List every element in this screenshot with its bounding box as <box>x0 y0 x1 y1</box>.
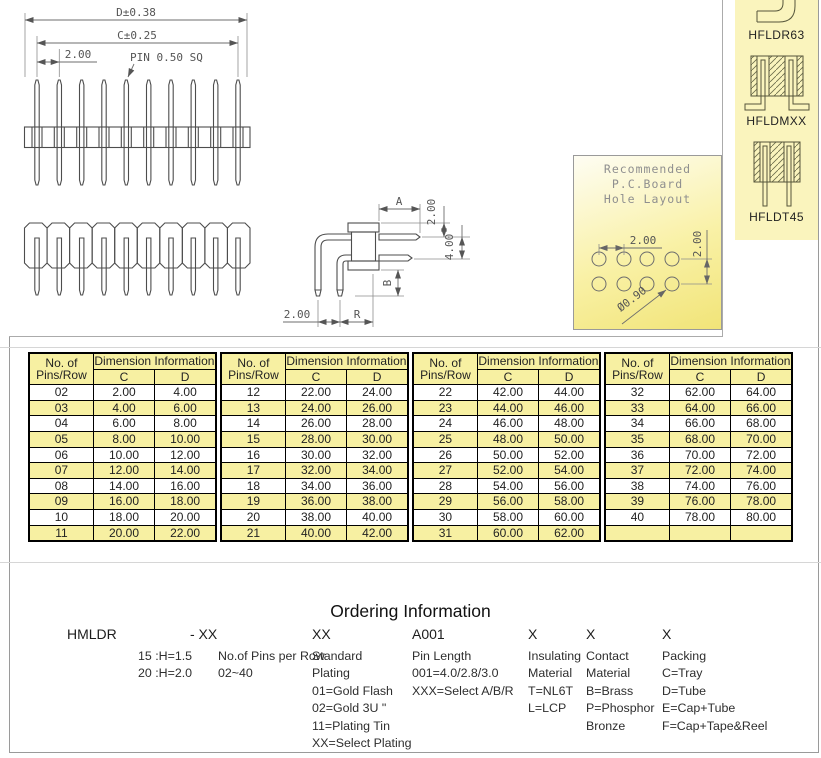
table-cell: 54.00 <box>477 478 538 494</box>
table-cell: 14 <box>221 416 285 432</box>
table-cell: 44.00 <box>539 385 600 401</box>
ordering-line: 15 :H=1.5 <box>138 649 193 663</box>
table-row <box>221 385 408 401</box>
table-cell: 46.00 <box>539 400 600 416</box>
table-row <box>413 447 600 463</box>
table-cell: 32.00 <box>347 447 408 463</box>
table-row <box>221 431 408 447</box>
ordering-lines <box>138 648 192 683</box>
dim-tail-label: 2.00 <box>283 308 311 321</box>
table-row <box>413 525 600 541</box>
table-row <box>605 400 792 416</box>
table-row <box>605 416 792 432</box>
table-row <box>29 494 216 510</box>
table-cell: 68.00 <box>731 416 792 432</box>
table-cell: 74.00 <box>669 478 730 494</box>
table-cell: 17 <box>221 463 285 479</box>
col-header-c: C <box>285 369 346 385</box>
col-header-dimension-info: Dimension Information <box>670 354 791 368</box>
ordering-line: 02=Gold 3U " <box>312 701 387 716</box>
table-cell: 22.00 <box>155 525 216 541</box>
table-row <box>29 525 216 541</box>
table-cell: 62.00 <box>539 525 600 541</box>
table-row <box>29 478 216 494</box>
ordering-line: XX=Select Plating <box>312 736 412 751</box>
col-header-pins: No. of Pins/Row <box>29 353 93 385</box>
table-cell: 38 <box>605 478 669 494</box>
ordering-code: X <box>662 626 672 642</box>
table-row <box>29 400 216 416</box>
table-cell: 38.00 <box>285 509 346 525</box>
dim-c-label: C±0.25 <box>117 29 157 42</box>
table-cell: 78.00 <box>731 494 792 510</box>
table-cell: 03 <box>29 400 93 416</box>
col-header-d: D <box>731 369 792 385</box>
table-cell: 42.00 <box>477 385 538 401</box>
ordering-lines <box>218 648 325 683</box>
table-cell: 48.00 <box>477 431 538 447</box>
table-cell: 42.00 <box>347 525 408 541</box>
ordering-lines <box>586 648 655 735</box>
table-cell: 34.00 <box>347 463 408 479</box>
table-cell: 04 <box>29 416 93 432</box>
table-row <box>605 463 792 479</box>
dim-row-label: 2.00 <box>425 198 438 226</box>
dim-b-label: B <box>381 279 394 287</box>
pcb-dim-v-label: 2.00 <box>691 230 704 258</box>
table-cell: 8.00 <box>155 416 216 432</box>
table-cell: 74.00 <box>731 463 792 479</box>
table-cell: 50.00 <box>477 447 538 463</box>
table-cell: 4.00 <box>93 400 154 416</box>
ordering-code: XX <box>312 626 331 642</box>
table-row <box>221 494 408 510</box>
table-cell: 20.00 <box>93 525 154 541</box>
table-row <box>413 416 600 432</box>
dimension-table <box>28 352 798 542</box>
front-view-drawing <box>25 6 251 185</box>
table-row <box>29 447 216 463</box>
table-cell: 11 <box>29 525 93 541</box>
table-cell: 44.00 <box>477 400 538 416</box>
product-label: HFLDT45 <box>749 210 804 224</box>
table-row <box>413 478 600 494</box>
table-cell: 32.00 <box>285 463 346 479</box>
table-cell: 39 <box>605 494 669 510</box>
ordering-line: 11=Plating Tin <box>312 718 390 733</box>
table-cell: 13 <box>221 400 285 416</box>
pcb-dim-h-label: 2.00 <box>629 234 657 247</box>
product-label: HFLDR63 <box>748 28 805 42</box>
table-row <box>221 525 408 541</box>
table-cell: 10.00 <box>155 431 216 447</box>
col-header-dimension-info: Dimension Information <box>478 354 599 368</box>
table-cell: 09 <box>29 494 93 510</box>
table-row <box>605 385 792 401</box>
col-header-c: C <box>669 369 730 385</box>
table-cell: 24 <box>413 416 477 432</box>
table-cell: 72.00 <box>731 447 792 463</box>
table-row <box>413 494 600 510</box>
ordering-line: Insulating <box>528 649 582 663</box>
table-cell: 21 <box>221 525 285 541</box>
table-cell <box>731 525 792 541</box>
table-cell: 6.00 <box>155 400 216 416</box>
hfldr63-icon <box>737 0 817 28</box>
dimension-table-group <box>604 352 793 542</box>
table-cell: 12 <box>221 385 285 401</box>
table-cell: 78.00 <box>669 509 730 525</box>
col-header-d: D <box>347 369 408 385</box>
table-cell: 20 <box>221 509 285 525</box>
pcb-hole-layout-box <box>573 155 722 330</box>
table-cell: 70.00 <box>731 431 792 447</box>
col-header-d: D <box>155 369 216 385</box>
ordering-code: HMLDR <box>67 626 117 642</box>
ordering-column-plating <box>312 626 412 752</box>
ordering-section <box>0 565 821 752</box>
product-hfldmxx <box>735 52 818 128</box>
table-row <box>221 478 408 494</box>
table-cell: 56.00 <box>477 494 538 510</box>
table-cell: 2.00 <box>93 385 154 401</box>
table-row <box>29 416 216 432</box>
table-cell: 05 <box>29 431 93 447</box>
pcb-title-line3: Hole Layout <box>603 192 692 206</box>
table-row <box>29 463 216 479</box>
ordering-line: XXX=Select A/B/R <box>412 683 514 698</box>
ordering-line: No.of Pins per Row <box>218 649 325 663</box>
section-divider-top <box>0 347 821 348</box>
table-row <box>605 447 792 463</box>
table-cell: 22.00 <box>285 385 346 401</box>
table-cell: 23 <box>413 400 477 416</box>
table-cell: 26.00 <box>347 400 408 416</box>
table-cell <box>669 525 730 541</box>
ordering-line: C=Tray <box>662 666 703 681</box>
table-cell: 48.00 <box>539 416 600 432</box>
table-cell: 34 <box>605 416 669 432</box>
table-cell: 14.00 <box>155 463 216 479</box>
table-cell <box>605 525 669 541</box>
table-cell: 40.00 <box>347 509 408 525</box>
table-cell: 10.00 <box>93 447 154 463</box>
table-cell: 6.00 <box>93 416 154 432</box>
table-cell: 62.00 <box>669 385 730 401</box>
table-cell: 68.00 <box>669 431 730 447</box>
dimension-table-group <box>220 352 409 542</box>
table-cell: 31 <box>413 525 477 541</box>
top-view-drawing <box>25 223 251 295</box>
table-cell: 36.00 <box>285 494 346 510</box>
table-cell: 54.00 <box>539 463 600 479</box>
ordering-column-pin-length <box>412 626 514 700</box>
dimension-table-group <box>28 352 217 542</box>
table-row <box>605 525 792 541</box>
ordering-line: Packing <box>662 649 707 663</box>
table-cell: 12.00 <box>155 447 216 463</box>
table-cell: 66.00 <box>669 416 730 432</box>
ordering-lines <box>312 648 412 752</box>
col-header-pins: No. of Pins/Row <box>221 353 285 385</box>
pin-size-label: PIN 0.50 SQ <box>130 51 203 64</box>
table-cell: 52.00 <box>477 463 538 479</box>
ordering-line: 20 :H=2.0 <box>138 666 193 681</box>
table-cell: 8.00 <box>93 431 154 447</box>
table-row <box>605 431 792 447</box>
ordering-line: F=Cap+Tape&Reel <box>662 718 768 733</box>
table-row <box>221 416 408 432</box>
table-row <box>29 385 216 401</box>
ordering-line: 01=Gold Flash <box>312 683 393 698</box>
table-cell: 20.00 <box>155 509 216 525</box>
hfldmxx-icon <box>740 52 814 114</box>
table-row <box>221 463 408 479</box>
table-row <box>605 478 792 494</box>
table-cell: 24.00 <box>285 400 346 416</box>
table-cell: 19 <box>221 494 285 510</box>
table-row <box>221 509 408 525</box>
product-hfldr63 <box>735 0 818 42</box>
table-cell: 16.00 <box>93 494 154 510</box>
table-cell: 37 <box>605 463 669 479</box>
table-cell: 38.00 <box>347 494 408 510</box>
table-row <box>29 431 216 447</box>
table-cell: 16.00 <box>155 478 216 494</box>
section-divider-bottom <box>0 562 821 563</box>
table-cell: 30 <box>413 509 477 525</box>
table-cell: 08 <box>29 478 93 494</box>
table-cell: 60.00 <box>539 509 600 525</box>
table-cell: 40 <box>605 509 669 525</box>
table-row <box>413 400 600 416</box>
table-cell: 4.00 <box>155 385 216 401</box>
ordering-lines <box>662 648 767 735</box>
table-cell: 18.00 <box>155 494 216 510</box>
table-row <box>413 385 600 401</box>
ordering-code: X <box>528 626 538 642</box>
ordering-column-insulating <box>528 626 581 718</box>
table-cell: 02 <box>29 385 93 401</box>
table-cell: 80.00 <box>731 509 792 525</box>
col-header-pins: No. of Pins/Row <box>605 353 669 385</box>
table-cell: 56.00 <box>539 478 600 494</box>
ordering-column-series <box>67 626 192 683</box>
table-cell: 18.00 <box>93 509 154 525</box>
table-cell: 12.00 <box>93 463 154 479</box>
table-cell: 10 <box>29 509 93 525</box>
table-cell: 34.00 <box>285 478 346 494</box>
table-row <box>221 400 408 416</box>
table-cell: 52.00 <box>539 447 600 463</box>
ordering-title: Ordering Information <box>330 601 491 621</box>
col-header-dimension-info: Dimension Information <box>286 354 407 368</box>
table-cell: 06 <box>29 447 93 463</box>
ordering-line: B=Brass <box>586 683 634 698</box>
dimension-table-group <box>412 352 601 542</box>
table-cell: 30.00 <box>285 447 346 463</box>
table-cell: 36.00 <box>347 478 408 494</box>
table-cell: 64.00 <box>731 385 792 401</box>
table-cell: 33 <box>605 400 669 416</box>
table-cell: 36 <box>605 447 669 463</box>
ordering-code: X <box>586 626 596 642</box>
ordering-line: Contact <box>586 649 629 663</box>
side-view-drawing <box>283 195 470 327</box>
col-header-pins: No. of Pins/Row <box>413 353 477 385</box>
table-cell: 40.00 <box>285 525 346 541</box>
table-cell: 72.00 <box>669 463 730 479</box>
table-cell: 66.00 <box>731 400 792 416</box>
ordering-line: D=Tube <box>662 683 706 698</box>
ordering-line: P=Phosphor <box>586 701 655 716</box>
table-row <box>413 431 600 447</box>
ordering-line: 02~40 <box>218 666 253 681</box>
table-row <box>221 447 408 463</box>
pcb-hole-pattern <box>574 156 721 329</box>
table-cell: 28 <box>413 478 477 494</box>
col-header-dimension-info: Dimension Information <box>94 354 215 368</box>
table-cell: 16 <box>221 447 285 463</box>
table-row <box>605 494 792 510</box>
table-cell: 58.00 <box>539 494 600 510</box>
table-cell: 76.00 <box>669 494 730 510</box>
ordering-line: 001=4.0/2.8/3.0 <box>412 666 499 681</box>
dim-a-label: A <box>395 195 403 208</box>
ordering-line: Bronze <box>586 718 626 733</box>
col-header-c: C <box>93 369 154 385</box>
pcb-hole-dia-label: Ø0.90 <box>614 284 650 315</box>
dim-pitch-label: 2.00 <box>64 48 92 61</box>
table-cell: 46.00 <box>477 416 538 432</box>
table-cell: 22 <box>413 385 477 401</box>
col-header-d: D <box>539 369 600 385</box>
table-cell: 26.00 <box>285 416 346 432</box>
dim-height-label: 4.00 <box>443 233 456 261</box>
product-hfldt45 <box>735 140 818 224</box>
ordering-line: Material <box>586 666 631 681</box>
table-cell: 15 <box>221 431 285 447</box>
table-row <box>413 463 600 479</box>
product-sidebar <box>735 0 818 240</box>
table-cell: 50.00 <box>539 431 600 447</box>
table-cell: 24.00 <box>347 385 408 401</box>
table-cell: 18 <box>221 478 285 494</box>
hfldt45-icon <box>742 140 812 210</box>
table-row <box>605 509 792 525</box>
ordering-line: Plating <box>312 666 350 681</box>
table-cell: 30.00 <box>347 431 408 447</box>
dim-d-label: D±0.38 <box>116 6 156 19</box>
table-cell: 76.00 <box>731 478 792 494</box>
dim-r-label: R <box>353 308 361 321</box>
table-cell: 07 <box>29 463 93 479</box>
table-cell: 28.00 <box>285 431 346 447</box>
col-header-c: C <box>477 369 538 385</box>
table-cell: 64.00 <box>669 400 730 416</box>
ordering-line: Standard <box>312 649 363 663</box>
table-cell: 58.00 <box>477 509 538 525</box>
table-cell: 26 <box>413 447 477 463</box>
ordering-column-contact <box>586 626 655 735</box>
table-cell: 28.00 <box>347 416 408 432</box>
table-row <box>413 509 600 525</box>
ordering-column-pins <box>190 626 325 683</box>
ordering-line: Material <box>528 666 573 681</box>
table-cell: 14.00 <box>93 478 154 494</box>
ordering-code: A001 <box>412 626 445 642</box>
pcb-title-line1: Recommended <box>603 162 692 176</box>
ordering-lines <box>528 648 581 718</box>
ordering-lines <box>412 648 514 700</box>
table-cell: 27 <box>413 463 477 479</box>
ordering-line: E=Cap+Tube <box>662 701 736 716</box>
ordering-line: T=NL6T <box>528 683 574 698</box>
table-cell: 29 <box>413 494 477 510</box>
ordering-line: L=LCP <box>528 701 567 716</box>
ordering-code: - XX <box>190 626 218 642</box>
product-label: HFLDMXX <box>746 114 807 128</box>
ordering-column-packing <box>662 626 767 735</box>
ordering-line: Pin Length <box>412 649 472 663</box>
table-row <box>29 509 216 525</box>
table-cell: 32 <box>605 385 669 401</box>
pcb-title-line2: P.C.Board <box>611 177 684 191</box>
table-cell: 25 <box>413 431 477 447</box>
table-cell: 35 <box>605 431 669 447</box>
table-cell: 70.00 <box>669 447 730 463</box>
table-cell: 60.00 <box>477 525 538 541</box>
